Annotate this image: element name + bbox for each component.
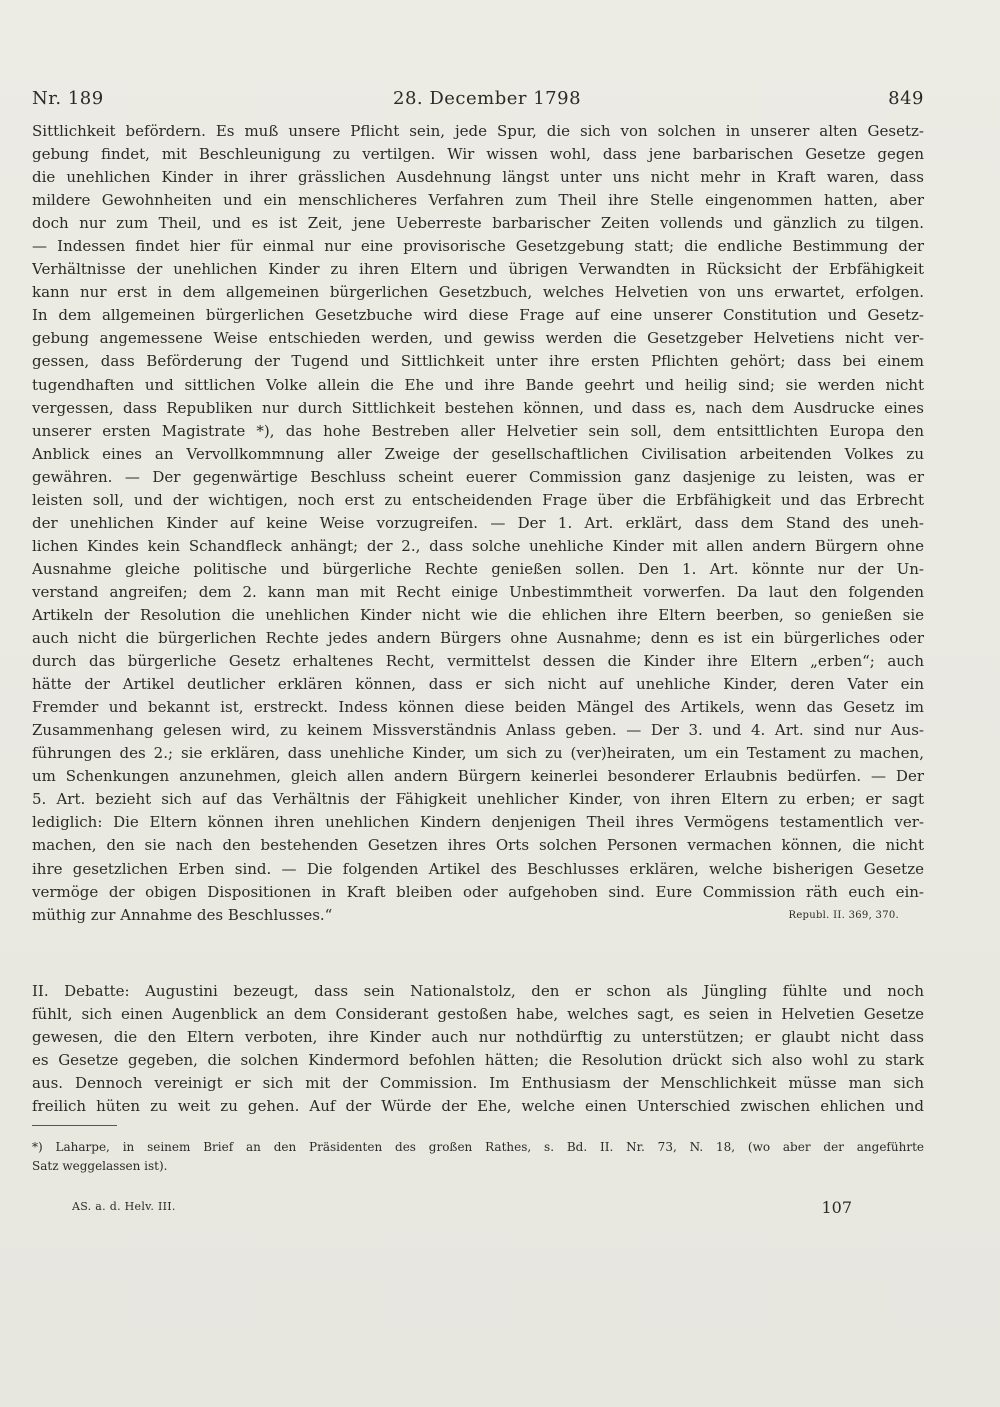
text-line: — Indessen findet hier für einmal nur eine provisorische Gesetzgebung statt; die endliche Bestimmung der <box>32 237 924 256</box>
debate-line: II. Debatte: Augustini bezeugt, dass sein Nationalstolz, den er schon als Jüngling fühlte und noch <box>32 982 924 1000</box>
text-line: leisten soll, und der wichtigen, noch erst zu entscheidenden Frage über die Erbfähigkeit und das Erbrecht <box>32 490 924 509</box>
text-line: 5. Art. bezieht sich auf das Verhältnis der Fähigkeit unehlicher Kinder, von ihren Eltern zu erben; er sagt <box>32 790 924 809</box>
text-line: Fremder und bekannt ist, erstreckt. Indess können diese beiden Mängel des Artikels, wenn das Gesetz im <box>32 698 924 717</box>
text-line: In dem allgemeinen bürgerlichen Gesetzbuche wird diese Frage auf eine unserer Constitution und Gesetz- <box>32 306 924 325</box>
text-line: vergessen, dass Republiken nur durch Sittlichkeit bestehen können, und dass es, nach dem Ausdrucke eines <box>32 398 924 417</box>
text-line: gebung angemessene Weise entschieden werden, und gewiss werden die Gesetzgeber Helvetiens nicht ver- <box>32 329 924 348</box>
debate-line: gewesen, die den Eltern verboten, ihre Kinder auch nur nothdürftig zu unterstützen; er glaubt nicht dass <box>32 1028 924 1047</box>
text-line: tugendhaften und sittlichen Volke allein die Ehe und ihre Bande geehrt und heilig sind; sie werden nicht <box>32 375 924 394</box>
debate-line: es Gesetze gegeben, die solchen Kindermord befohlen hätten; die Resolution drückt sich also wohl zu stark <box>32 1051 924 1070</box>
text-line: führungen des 2.; sie erklären, dass unehliche Kinder, um sich zu (ver)heiraten, um ein Testament zu machen, <box>32 744 924 763</box>
text-line: Artikeln der Resolution die unehlichen Kinder nicht wie die ehlichen ihre Eltern beerben, so genießen sie <box>32 605 924 624</box>
signature-mark: AS. a. d. Helv. III. <box>72 1200 176 1213</box>
page-number: 849 <box>888 88 924 109</box>
text-line: Ausnahme gleiche politische und bürgerliche Rechte genießen sollen. Den 1. Art. könnte nur der Un- <box>32 559 924 578</box>
footnote-line: *) Laharpe, in seinem Brief an den Präsidenten des großen Rathes, s. Bd. II. Nr. 73, N. 18, (wo aber der angeführte <box>32 1140 924 1154</box>
text-line: der unehlichen Kinder auf keine Weise vorzugreifen. — Der 1. Art. erklärt, dass dem Stand des uneh- <box>32 513 924 532</box>
footnote-block <box>32 1138 924 1176</box>
debate-line: aus. Dennoch vereinigt er sich mit der Commission. Im Enthusiasm der Menschlichkeit müsse man sich <box>32 1074 924 1093</box>
text-line: machen, den sie nach den bestehenden Gesetzen ihres Orts solchen Personen vermachen können, die nicht <box>32 836 924 855</box>
main-text-block <box>32 120 924 927</box>
text-line: ihre gesetzlichen Erben sind. — Die folgenden Artikel des Beschlusses erklären, welche bisherigen Gesetze <box>32 859 924 878</box>
footnote-line: Satz weggelassen ist). <box>32 1159 168 1173</box>
text-line: Anblick eines an Vervollkommnung aller Zweige der gesellschaftlichen Civilisation arbeitenden Volkes zu <box>32 444 924 463</box>
text-line-final <box>32 904 924 927</box>
page-footer <box>72 1198 852 1218</box>
text-line: Verhältnisse der unehlichen Kinder zu ihren Eltern und übrigen Verwandten in Rücksicht der Erbfähigkeit <box>32 260 924 279</box>
document-number: Nr. 189 <box>32 88 104 109</box>
footnote-divider <box>32 1125 117 1126</box>
text-line: Sittlichkeit befördern. Es muß unsere Pflicht sein, jede Spur, die sich von solchen in unserer alten Gesetz- <box>32 122 924 140</box>
sheet-number: 107 <box>821 1198 852 1217</box>
source-reference: Republ. II. 369, 370. <box>788 909 899 921</box>
text-line: auch nicht die bürgerlichen Rechte jedes andern Bürgers ohne Ausnahme; denn es ist ein bürgerliches oder <box>32 629 924 648</box>
debate-section <box>32 980 924 1118</box>
text-line: gebung findet, mit Beschleunigung zu vertilgen. Wir wissen wohl, dass jene barbarischen Gesetze gegen <box>32 145 924 164</box>
text-line: hätte der Artikel deutlicher erklären können, dass er sich nicht auf unehliche Kinder, deren Vater ein <box>32 675 924 694</box>
text-line: doch nur zum Theil, und es ist Zeit, jene Ueberreste barbarischer Zeiten vollends und gänzlich zu tilgen. <box>32 214 924 233</box>
text-line: Zusammenhang gelesen wird, zu keinem Missverständnis Anlass geben. — Der 3. und 4. Art. sind nur Aus- <box>32 721 924 740</box>
text-line: unserer ersten Magistrate *), das hohe Bestreben aller Helvetier sein soll, dem entsittlichten Europa den <box>32 421 924 440</box>
text-line: vermöge der obigen Dispositionen in Kraft bleiben oder aufgehoben sind. Eure Commission räth euch ein- <box>32 882 924 901</box>
text-line: gewähren. — Der gegenwärtige Beschluss scheint euerer Commission ganz dasjenige zu leisten, was er <box>32 467 924 486</box>
header-date: 28. December 1798 <box>393 88 582 109</box>
text-line: kann nur erst in dem allgemeinen bürgerlichen Gesetzbuch, welches Helvetien von uns erwartet, erfolgen. <box>32 283 924 302</box>
debate-line: freilich hüten zu weit zu gehen. Auf der Würde der Ehe, welche einen Unterschied zwischen ehlichen und <box>32 1097 924 1116</box>
text-line: lediglich: Die Eltern können ihren unehlichen Kindern denjenigen Theil ihres Vermögens testamentlich ver- <box>32 813 924 832</box>
text-line: die unehlichen Kinder in ihrer grässlichen Ausdehnung längst unter uns nicht mehr in Kraft waren, dass <box>32 168 924 187</box>
debate-line: fühlt, sich einen Augenblick an dem Considerant gestoßen habe, welches sagt, es seien in Helvetien Gesetze <box>32 1005 924 1024</box>
text-line: durch das bürgerliche Gesetz erhaltenes Recht, vermittelst dessen die Kinder ihre Eltern „erben“; auch <box>32 652 924 671</box>
text-line: um Schenkungen anzunehmen, gleich allen andern Bürgern keinerlei besonderer Erlaubnis bedürfen. — Der <box>32 767 924 786</box>
text-line: mildere Gewohnheiten und ein menschlicheres Verfahren zum Theil ihre Stelle eingenommen hatten, aber <box>32 191 924 210</box>
closing-text: müthig zur Annahme des Beschlusses.“ <box>32 905 333 924</box>
text-line: lichen Kindes kein Schandfleck anhängt; der 2., dass solche unehliche Kinder mit allen andern Bürgern ohne <box>32 536 924 555</box>
page-header <box>32 88 924 112</box>
text-line: verstand angreifen; dem 2. kann man mit Recht einige Unbestimmtheit vorwerfen. Da laut den folgenden <box>32 582 924 601</box>
text-line: gessen, dass Beförderung der Tugend und Sittlichkeit unter ihre ersten Pflichten gehört; dass bei einem <box>32 352 924 371</box>
